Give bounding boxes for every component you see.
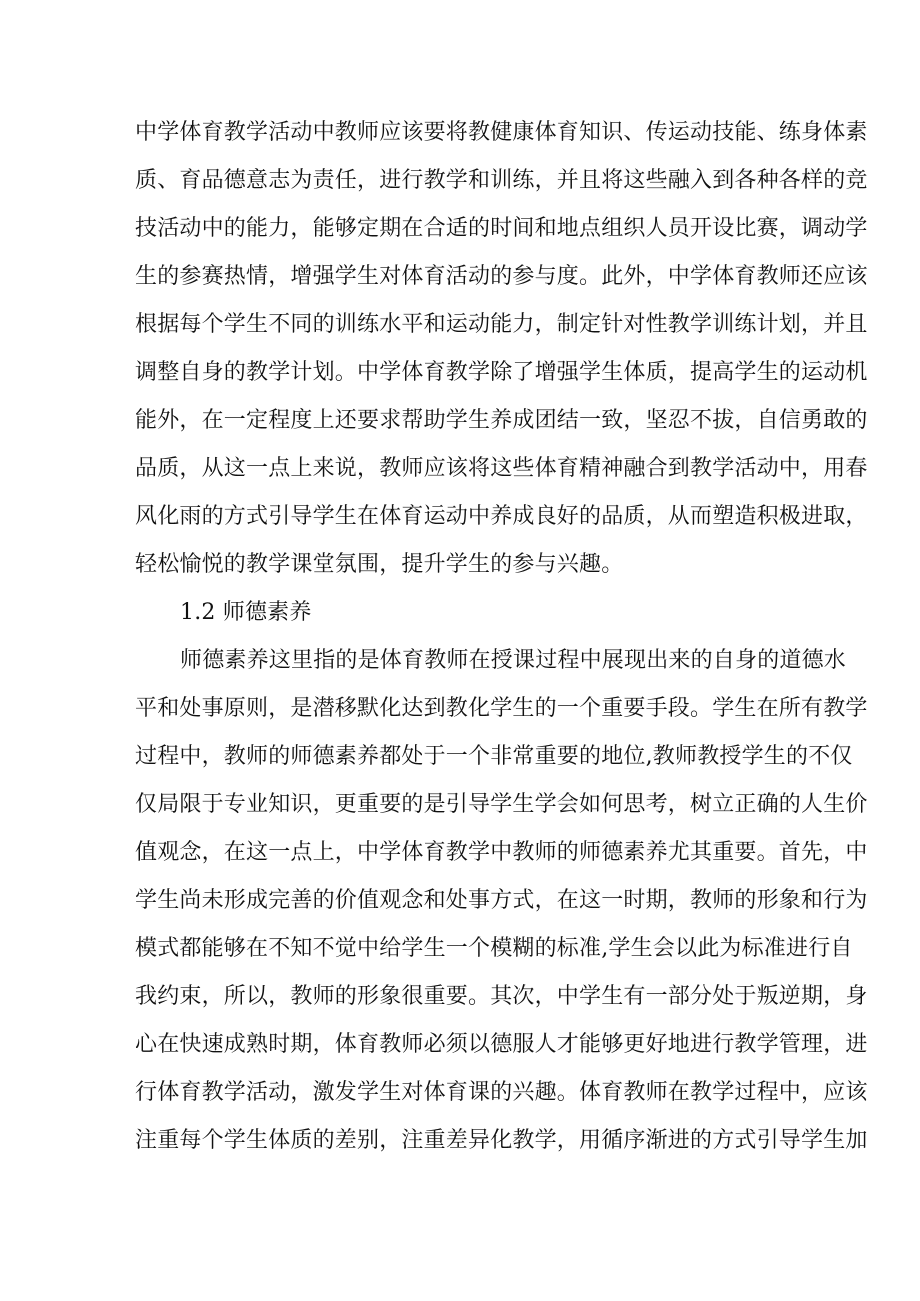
paragraph-1-line-2: 质、育品德意志为责任，进行教学和训练，并且将这些融入到各种各样的竞 [135, 168, 868, 193]
paragraph-1-line-7: 能外，在一定程度上还要求帮助学生养成团结一致，坚忍不拔，自信勇敢的 [135, 408, 868, 433]
paragraph-2-line-5: 值观念，在这一点上，中学体育教学中教师的师德素养尤其重要。首先，中 [135, 840, 868, 865]
paragraph-2-line-10: 行体育教学活动，激发学生对体育课的兴趣。体育教师在教学过程中，应该 [135, 1080, 868, 1105]
paragraph-1-line-1: 中学体育教学活动中教师应该要将教健康体育知识、传运动技能、练身体素 [135, 120, 868, 145]
paragraph-1-line-10: 轻松愉悦的教学课堂氛围，提升学生的参与兴趣。 [135, 552, 624, 577]
paragraph-2-line-1: 师德素养这里指的是体育教师在授课过程中展现出来的自身的道德水 [180, 648, 847, 673]
paragraph-2-line-9: 心在快速成熟时期，体育教师必须以德服人才能够更好地进行教学管理，进 [135, 1032, 868, 1057]
paragraph-2-line-8: 我约束，所以，教师的形象很重要。其次，中学生有一部分处于叛逆期，身 [135, 984, 868, 1009]
paragraph-2-line-3: 过程中，教师的师德素养都处于一个非常重要的地位,教师教授学生的不仅 [135, 744, 853, 769]
paragraph-1-line-9: 风化雨的方式引导学生在体育运动中养成良好的品质，从而塑造积极进取， [135, 504, 868, 529]
paragraph-2-line-7: 模式都能够在不知不觉中给学生一个模糊的标准,学生会以此为标准进行自 [135, 936, 853, 961]
paragraph-2-line-4: 仅局限于专业知识，更重要的是引导学生学会如何思考，树立正确的人生价 [135, 792, 868, 817]
paragraph-1-line-4: 生的参赛热情，增强学生对体育活动的参与度。此外，中学体育教师还应该 [135, 264, 868, 289]
section-heading: 1.2 师德素养 [180, 600, 312, 625]
paragraph-2-line-6: 学生尚未形成完善的价值观念和处事方式，在这一时期，教师的形象和行为 [135, 888, 868, 913]
paragraph-1-line-8: 品质，从这一点上来说，教师应该将这些体育精神融合到教学活动中，用春 [135, 456, 868, 481]
paragraph-1-line-3: 技活动中的能力，能够定期在合适的时间和地点组织人员开设比赛，调动学 [135, 216, 868, 241]
paragraph-2-line-2: 平和处事原则，是潜移默化达到教化学生的一个重要手段。学生在所有教学 [135, 696, 868, 721]
paragraph-1-line-5: 根据每个学生不同的训练水平和运动能力，制定针对性教学训练计划，并且 [135, 312, 868, 337]
paragraph-2-line-11: 注重每个学生体质的差别，注重差异化教学，用循序渐进的方式引导学生加 [135, 1128, 868, 1153]
paragraph-1-line-6: 调整自身的教学计划。中学体育教学除了增强学生体质，提高学生的运动机 [135, 360, 868, 385]
